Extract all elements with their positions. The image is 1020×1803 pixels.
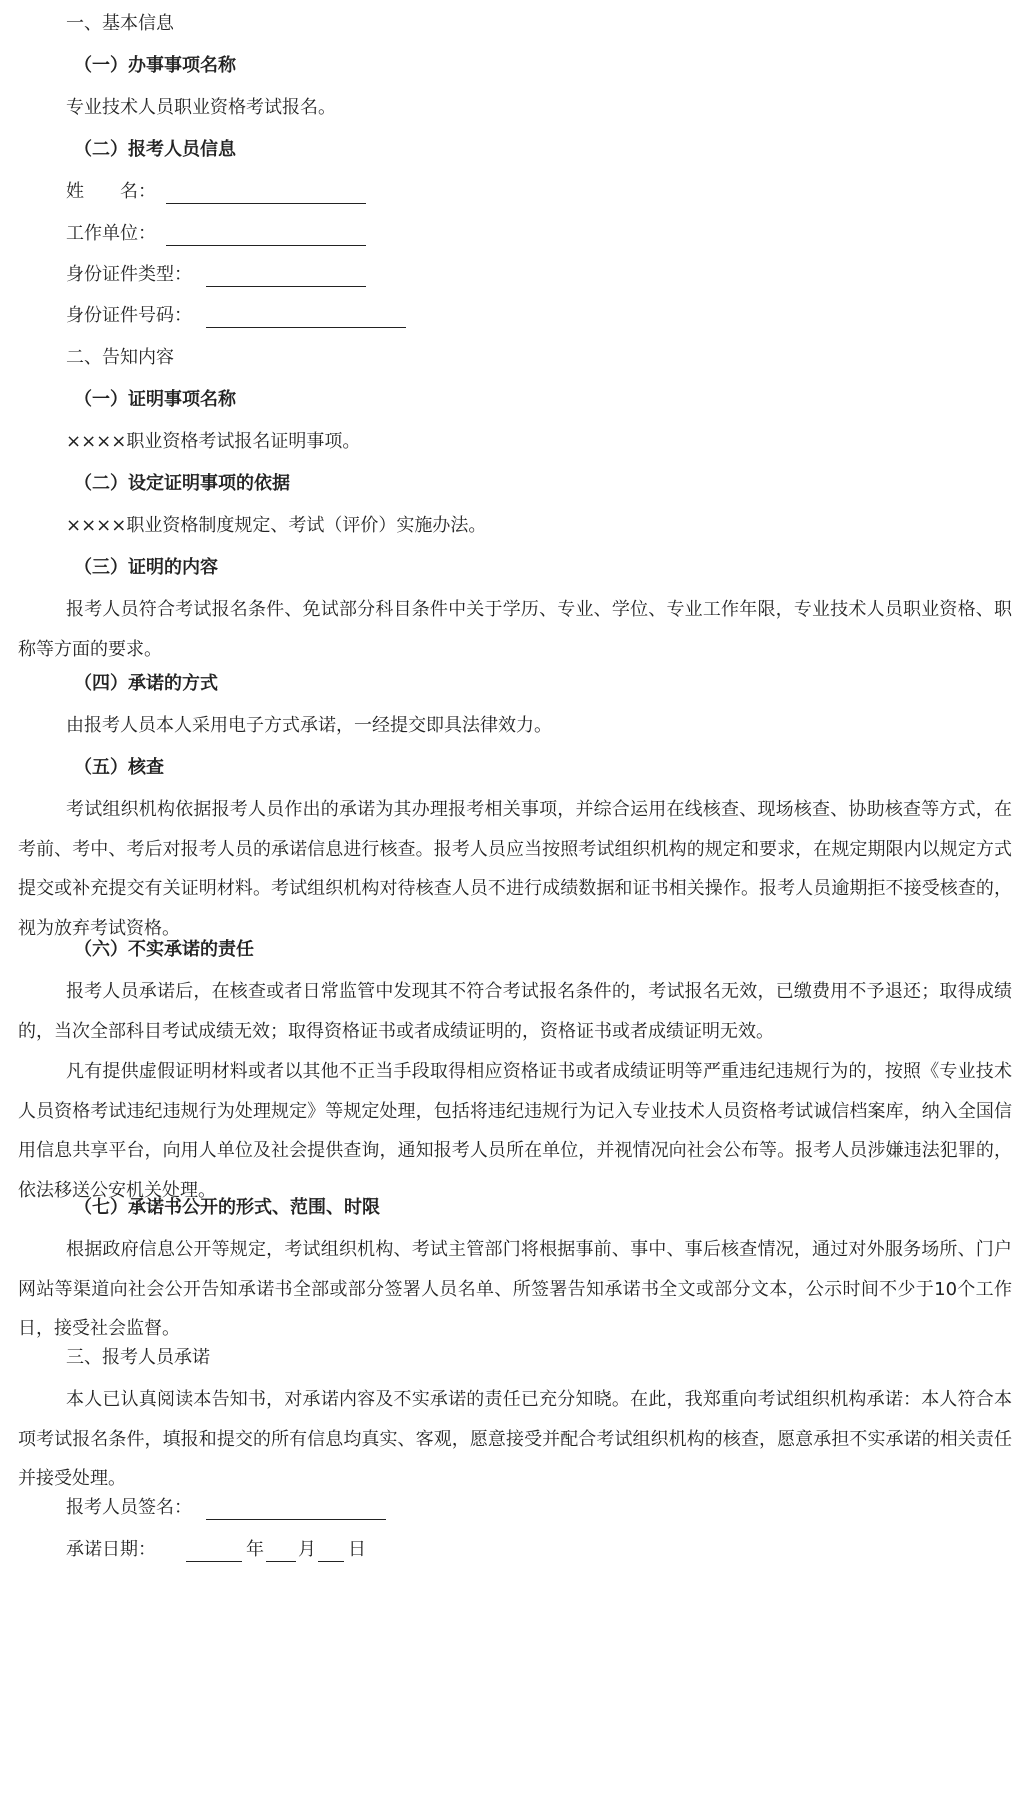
cert-name-text: ××××职业资格考试报名证明事项。 <box>66 431 361 452</box>
method-heading: （四）承诺的方式 <box>74 673 218 694</box>
name-field[interactable] <box>166 203 366 204</box>
date-year-field[interactable] <box>186 1561 242 1562</box>
basis-heading: （二）设定证明事项的依据 <box>74 473 290 494</box>
content-text: 报考人员符合考试报名条件、免试部分科目条件中关于学历、专业、学位、专业工作年限，专业技术人员职业资格、职称等方面的要求。 <box>18 599 1012 660</box>
date-label: 承诺日期： <box>66 1539 156 1560</box>
signature-field[interactable] <box>206 1519 386 1520</box>
section-2-title: 二、告知内容 <box>66 347 174 368</box>
employer-label: 工作单位： <box>66 223 156 244</box>
id-type-label: 身份证件类型： <box>66 264 192 285</box>
date-year-unit: 年 <box>246 1539 264 1560</box>
liability-heading: （六）不实承诺的责任 <box>74 939 254 960</box>
verify-heading: （五）核查 <box>74 757 164 778</box>
id-number-label: 身份证件号码： <box>66 305 192 326</box>
id-type-field[interactable] <box>206 286 366 287</box>
disclosure-heading: （七）承诺书公开的形式、范围、时限 <box>74 1197 380 1218</box>
date-day-field[interactable] <box>318 1561 344 1562</box>
section-1-title: 一、基本信息 <box>66 13 174 34</box>
id-number-field[interactable] <box>206 327 406 328</box>
date-month-field[interactable] <box>266 1561 296 1562</box>
applicant-info-heading: （二）报考人员信息 <box>74 139 236 160</box>
basis-text: ××××职业资格制度规定、考试（评价）实施办法。 <box>66 515 487 536</box>
content-heading: （三）证明的内容 <box>74 557 218 578</box>
item-name-heading: （一）办事事项名称 <box>74 55 236 76</box>
section-3-title: 三、报考人员承诺 <box>66 1347 210 1368</box>
date-month-unit: 月 <box>298 1539 316 1560</box>
employer-field[interactable] <box>166 245 366 246</box>
method-text: 由报考人员本人采用电子方式承诺，一经提交即具法律效力。 <box>66 715 552 736</box>
pledge-text: 本人已认真阅读本告知书，对承诺内容及不实承诺的责任已充分知晓。在此，我郑重向考试组织机构承诺：本人符合本项考试报名条件，填报和提交的所有信息均真实、客观，愿意接受并配合考试组织机构的核查，愿意承担不实承诺的相关责任并接受处理。 <box>18 1389 1012 1489</box>
date-day-unit: 日 <box>348 1539 366 1560</box>
name-label: 姓 名： <box>66 181 156 202</box>
disclosure-text: 根据政府信息公开等规定，考试组织机构、考试主管部门将根据事前、事中、事后核查情况，通过对外服务场所、门户网站等渠道向社会公开告知承诺书全部或部分签署人员名单、所签署告知承诺书全文或部分文本，公示时间不少于10个工作日，接受社会监督。 <box>18 1239 1012 1339</box>
liability-text-2: 凡有提供虚假证明材料或者以其他不正当手段取得相应资格证书或者成绩证明等严重违纪违规行为的，按照《专业技术人员资格考试违纪违规行为处理规定》等规定处理，包括将违纪违规行为记入专业技术人员资格考试诚信档案库，纳入全国信用信息共享平台，向用人单位及社会提供查询，通知报考人员所在单位，并视情况向社会公布等。报考人员涉嫌违法犯罪的，依法移送公安机关处理。 <box>18 1061 1012 1201</box>
signature-label: 报考人员签名： <box>66 1497 192 1518</box>
verify-text: 考试组织机构依据报考人员作出的承诺为其办理报考相关事项，并综合运用在线核查、现场核查、协助核查等方式，在考前、考中、考后对报考人员的承诺信息进行核查。报考人员应当按照考试组织机构的规定和要求，在规定期限内以规定方式提交或补充提交有关证明材料。考试组织机构对待核查人员不进行成绩数据和证书相关操作。报考人员逾期拒不接受核查的，视为放弃考试资格。 <box>18 799 1012 939</box>
cert-name-heading: （一）证明事项名称 <box>74 389 236 410</box>
liability-text-1: 报考人员承诺后，在核查或者日常监管中发现其不符合考试报名条件的，考试报名无效，已缴费用不予退还；取得成绩的，当次全部科目考试成绩无效；取得资格证书或者成绩证明的，资格证书或者成绩证明无效。 <box>18 981 1012 1042</box>
item-name-text: 专业技术人员职业资格考试报名。 <box>66 97 336 118</box>
